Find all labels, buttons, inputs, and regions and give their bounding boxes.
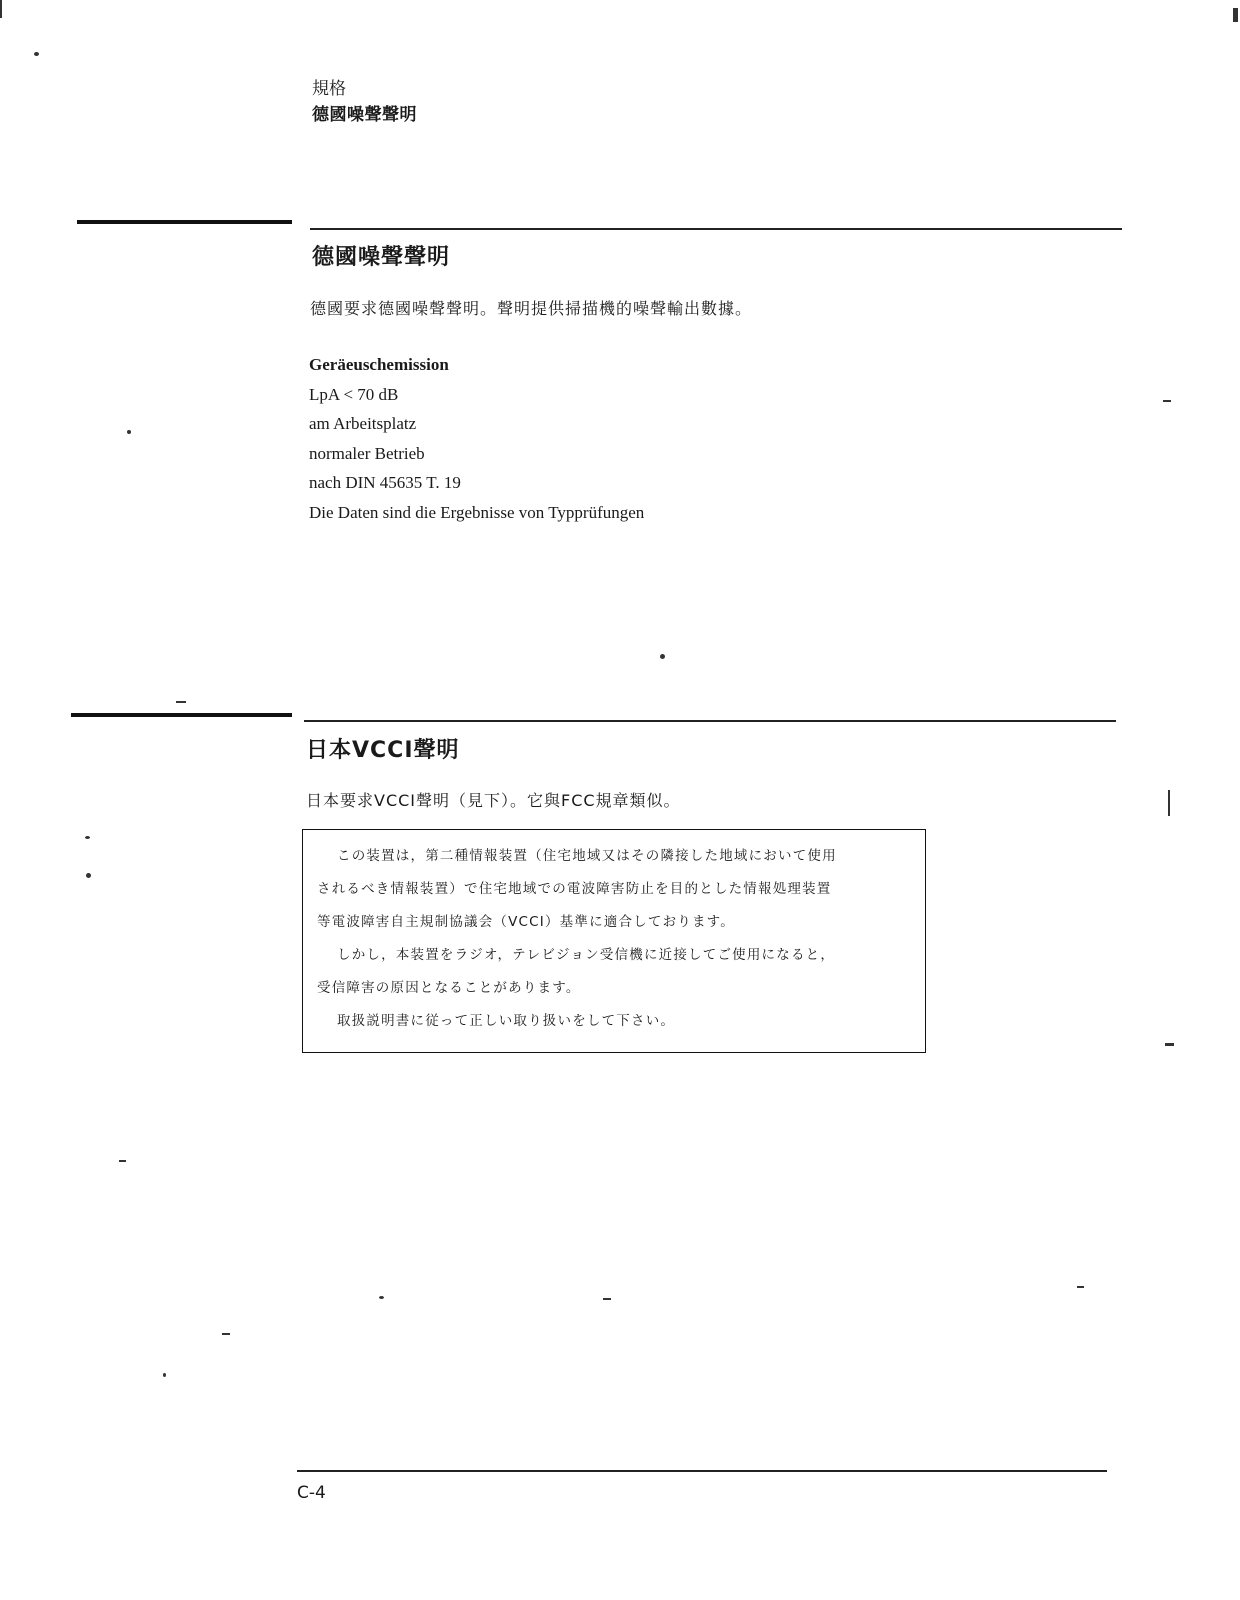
section-rule-thin: [304, 720, 1116, 722]
vcci-notice-line: この装置は，第二種情報装置（住宅地域又はその隣接した地域において使用: [337, 848, 837, 864]
footer-rule: [297, 1470, 1107, 1472]
german-noise-line: am Arbeitsplatz: [309, 414, 417, 433]
german-section-title: 德國噪聲聲明: [312, 245, 451, 270]
scan-speck: [34, 52, 39, 56]
vcci-notice-line: 等電波障害自主規制協議会（VCCI）基準に適合しております。: [317, 914, 735, 930]
scan-speck: [379, 1296, 384, 1299]
scan-speck: [1163, 400, 1171, 402]
vcci-notice-line: しかし，本装置をラジオ，テレビジョン受信機に近接してご使用になると，: [337, 947, 836, 963]
scan-speck: [1165, 1043, 1174, 1046]
scan-speck: [163, 1373, 166, 1377]
german-noise-heading: Geräeuschemission: [309, 355, 449, 374]
scan-speck: [119, 1160, 126, 1162]
scan-speck: [660, 654, 665, 659]
german-noise-line: LpA < 70 dB: [309, 384, 399, 404]
vcci-notice-line: されるべき情報装置）で住宅地域での電波障害防止を目的とした情報処理装置: [317, 881, 832, 897]
scan-speck: [86, 873, 91, 878]
german-noise-data: [309, 350, 644, 527]
vcci-notice-line: 受信障害の原因となることがあります。: [317, 980, 581, 996]
scan-speck: [127, 430, 131, 434]
german-noise-line: Die Daten sind die Ergebnisse von Typprüfungen: [309, 502, 645, 522]
running-head: [312, 76, 417, 128]
scan-speck: [603, 1298, 611, 1300]
scan-speck: [222, 1333, 230, 1335]
scan-speck: [1233, 8, 1238, 22]
section-rule-thick: [77, 220, 292, 224]
scan-speck: [1077, 1286, 1084, 1288]
vcci-notice-line: 取扱説明書に従って正しい取り扱いをして下さい。: [337, 1013, 676, 1029]
scan-speck: [85, 836, 90, 839]
german-noise-line: nach DIN 45635 T. 19: [309, 473, 461, 492]
scan-speck: [1168, 790, 1170, 816]
scan-speck: [0, 0, 2, 18]
vcci-notice-box: [302, 829, 926, 1053]
running-head-subtitle: 德國噪聲聲明: [312, 105, 417, 125]
german-noise-line: normaler Betrieb: [309, 443, 425, 463]
japan-section-intro: 日本要求VCCI聲明（見下）。它與FCC規章類似。: [306, 791, 681, 810]
running-head-section: 規格: [312, 79, 346, 99]
japan-section-title: 日本VCCI聲明: [306, 738, 460, 763]
section-rule-thick: [71, 713, 292, 717]
page-number: C-4: [297, 1483, 326, 1503]
german-section-intro: 德國要求德國噪聲聲明。聲明提供掃描機的噪聲輸出數據。: [310, 299, 753, 318]
section-rule-thin: [310, 228, 1122, 230]
scan-speck: [176, 701, 186, 703]
